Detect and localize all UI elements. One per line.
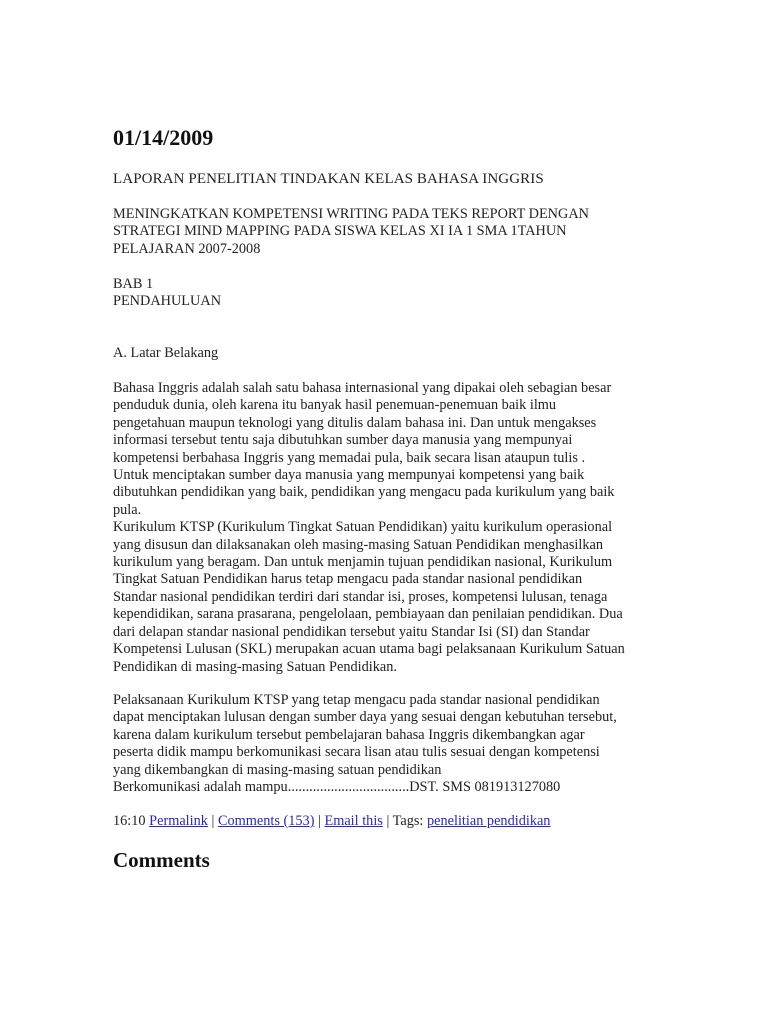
post-footer xyxy=(113,813,550,830)
text-line: dapat menciptakan lulusan dengan sumber daya yang sesuai dengan kebutuhan tersebut, xyxy=(113,709,617,726)
text-line: Standar nasional pendidikan terdiri dari standar isi, proses, kompetensi lulusan, tenaga xyxy=(113,588,608,605)
text-line: Tingkat Satuan Pendidikan harus tetap mengacu pada standar nasional pendidikan xyxy=(113,571,583,588)
text-line: pengetahuan maupun teknologi yang ditulis dalam bahasa ini. Dan untuk mengakses xyxy=(113,414,597,431)
chapter-heading xyxy=(113,276,221,311)
text-line: Kurikulum KTSP (Kurikulum Tingkat Satuan Pendidikan) yaitu kurikulum operasional xyxy=(113,519,613,536)
text-line: kependidikan, sarana prasarana, pengelolaan, pembiayaan dan penilaian pendidikan. Dua xyxy=(113,606,623,623)
text-line: BAB 1 xyxy=(113,276,154,292)
comments-heading: Comments xyxy=(113,848,210,872)
text-line: informasi tersebut tentu saja dibutuhkan sumber daya manusia yang mempunyai xyxy=(113,432,573,449)
post-title: LAPORAN PENELITIAN TINDAKAN KELAS BAHASA INGGRIS xyxy=(113,171,544,187)
text-line: yang dikembangkan di masing-masing satuan pendidikan xyxy=(113,761,442,778)
separator: | xyxy=(386,813,390,829)
text-line: Kompetensi Lulusan (SKL) merupakan acuan utama bagi pelaksanaan Kurikulum Satuan xyxy=(113,641,625,658)
comments-link[interactable]: Comments (153) xyxy=(217,813,315,829)
text-line: penduduk dunia, oleh karena itu banyak hasil penemuan-penemuan baik ilmu xyxy=(113,397,557,414)
text-line: STRATEGI MIND MAPPING PADA SISWA KELAS XI IA 1 SMA 1TAHUN xyxy=(113,223,567,240)
tag-link[interactable]: penelitian pendidikan xyxy=(426,813,551,829)
separator: | xyxy=(211,813,215,829)
permalink-link[interactable]: Permalink xyxy=(149,813,208,829)
email-this-link[interactable]: Email this xyxy=(324,813,383,829)
text-line: kurikulum yang beragam. Dan untuk menjamin tujuan pendidikan nasional, Kurikulum xyxy=(113,554,613,571)
text-line: kompetensi berbahasa Inggris yang memadai pula, baik secara lisan ataupun tulis . xyxy=(113,449,586,466)
text-line: PELAJARAN 2007-2008 xyxy=(113,240,261,257)
text-line: peserta didik mampu berkomunikasi secara lisan atau tulis sesuai dengan kompetensi xyxy=(113,744,600,761)
text-line: pula. xyxy=(113,501,142,518)
text-line: Pendidikan di masing-masing Satuan Pendidikan. xyxy=(113,658,397,675)
text-line: Berkomunikasi adalah mampu..................................DST. SMS 081913127080 xyxy=(113,779,561,796)
text-line: karena dalam kurikulum tersebut pembelajaran bahasa Inggris dikembangkan agar xyxy=(113,726,585,743)
text-line: Pelaksanaan Kurikulum KTSP yang tetap mengacu pada standar nasional pendidikan xyxy=(113,692,600,708)
tags-label: Tags: xyxy=(392,813,424,829)
post-subtitle xyxy=(113,206,589,258)
text-line: Bahasa Inggris adalah salah satu bahasa internasional yang dipakai oleh sebagian besar xyxy=(113,380,612,396)
section-heading: A. Latar Belakang xyxy=(113,345,219,361)
text-line: dibutuhkan pendidikan yang baik, pendidikan yang mengacu pada kurikulum yang baik xyxy=(113,484,615,501)
text-line: PENDAHULUAN xyxy=(113,293,222,310)
text-line: dari delapan standar nasional pendidikan tersebut yaitu Standar Isi (SI) dan Standar xyxy=(113,623,590,640)
text-line: Untuk menciptakan sumber daya manusia yang mempunyai kompetensi yang baik xyxy=(113,467,585,484)
text-line: yang disusun dan dilaksanakan oleh masing-masing Satuan Pendidikan menghasilkan xyxy=(113,536,603,553)
body-paragraph-1 xyxy=(113,380,625,676)
body-paragraph-2 xyxy=(113,692,617,796)
separator: | xyxy=(318,813,321,829)
post-time: 16:10 xyxy=(113,813,146,829)
post-date: 01/14/2009 xyxy=(113,125,214,150)
text-line: MENINGKATKAN KOMPETENSI WRITING PADA TEKS REPORT DENGAN xyxy=(113,206,589,222)
